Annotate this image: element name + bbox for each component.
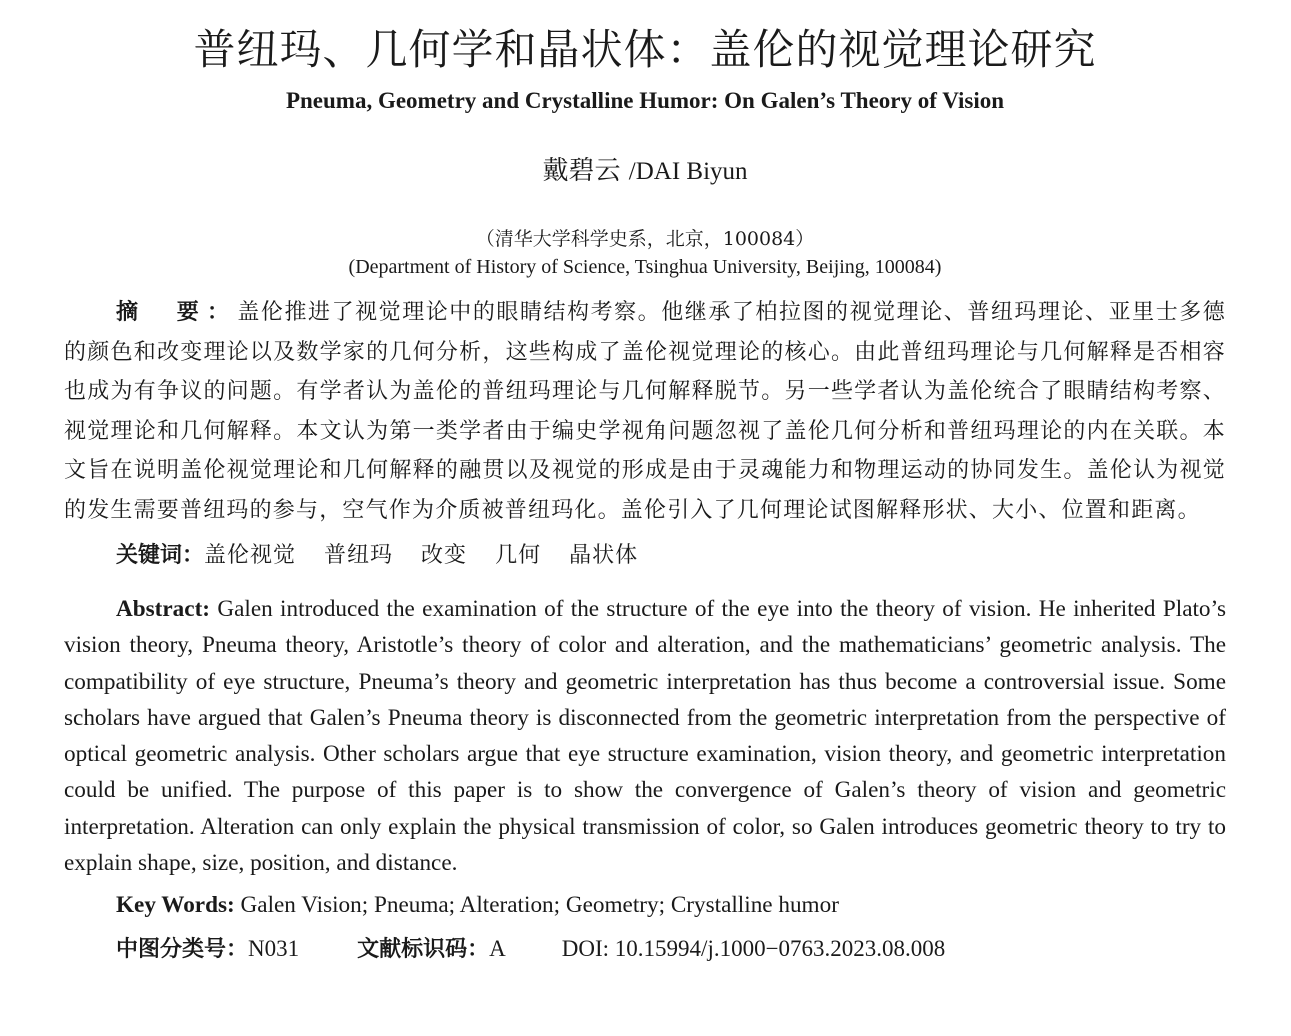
author-name-english: /DAI Biyun: [628, 158, 748, 185]
title-chinese: 普纽玛、几何学和晶状体：盖伦的视觉理论研究: [193, 25, 1097, 74]
paper-page: [64, 22, 1226, 968]
clc-value: N031: [248, 936, 300, 962]
keywords-english-label: Key Words:: [116, 892, 235, 919]
keyword-chinese: 几何: [495, 543, 542, 568]
keyword-chinese: 普纽玛: [324, 543, 394, 568]
keyword-chinese: 改变: [421, 543, 468, 568]
clc-number: [116, 931, 299, 968]
doi[interactable]: DOI: 10.15994/j.1000−0763.2023.08.008: [561, 936, 946, 962]
affiliation-chinese: （清华大学科学史系，北京，100084）: [475, 228, 815, 250]
abstract-english-label: Abstract:: [116, 596, 211, 622]
abstract-chinese-text: 盖伦推进了视觉理论中的眼睛结构考察。他继承了柏拉图的视觉理论、普纽玛理论、亚里士多德的颜色和改变理论以及数学家的几何分析，这些构成了盖伦视觉理论的核心。由此普纽玛理论与几何解释是否相容也成为有争议的问题。有学者认为盖伦的普纽玛理论与几何解释脱节。另一些学者认为盖伦统合了眼睛结构考察、视觉理论和几何解释。本文认为第一类学者由于编史学视角问题忽视了盖伦几何分析和普纽玛理论的内在关联。本文旨在说明盖伦视觉理论和几何解释的融贯以及视觉的形成是由于灵魂能力和物理运动的协同发生。盖伦认为视觉的发生需要普纽玛的参与，空气作为介质被普纽玛化。盖伦引入了几何理论试图解释形状、大小、位置和距离。: [64, 300, 1226, 523]
author-name-chinese: 戴碧云: [542, 156, 621, 186]
keywords-english: [64, 887, 1226, 923]
document-code: [357, 931, 506, 968]
document-code-value: A: [489, 936, 506, 962]
clc-label: 中图分类号：: [116, 936, 249, 963]
abstract-english: [64, 591, 1226, 881]
affiliation-english: (Department of History of Science, Tsinghua University, Beijing, 100084): [348, 256, 942, 278]
keyword-chinese: 晶状体: [569, 543, 639, 568]
document-code-label: 文献标识码：: [357, 936, 490, 963]
author-line: [64, 154, 1226, 189]
abstract-english-text: Galen introduced the examination of the structure of the eye into the theory of vision. He inherited Plato’s vision theory, Pneuma theory, Aristotle’s theory of color and alteration, and the mathematicians’ geometric analysis. The compatibility of eye structure, Pneuma’s theory and geometric interpretation has thus become a controversial issue. Some scholars have argued that Galen’s Pneuma theory is disconnected from the geometric interpretation from the perspective of optical geometric analysis. Other scholars argue that eye structure examination, vision theory, and geometric interpretation could be unified. The purpose of this paper is to show the convergence of Galen’s theory of vision and geometric interpretation. Alteration can only explain the physical transmission of color, so Galen introduces geometric theory to try to explain shape, size, position, and distance.: [64, 596, 1226, 877]
keywords-chinese-label: 关键词：: [116, 542, 205, 568]
abstract-chinese: [64, 293, 1226, 530]
abstract-chinese-label: 摘 要：: [116, 299, 238, 325]
classification-line: [64, 931, 1226, 968]
title-english: Pneuma, Geometry and Crystalline Humor: On Galen’s Theory of Vision: [285, 88, 1005, 113]
keyword-chinese: 盖伦视觉: [204, 543, 297, 568]
keywords-english-text: Galen Vision; Pneuma; Alteration; Geometry; Crystalline humor: [234, 892, 839, 919]
keywords-chinese: [64, 536, 1226, 575]
